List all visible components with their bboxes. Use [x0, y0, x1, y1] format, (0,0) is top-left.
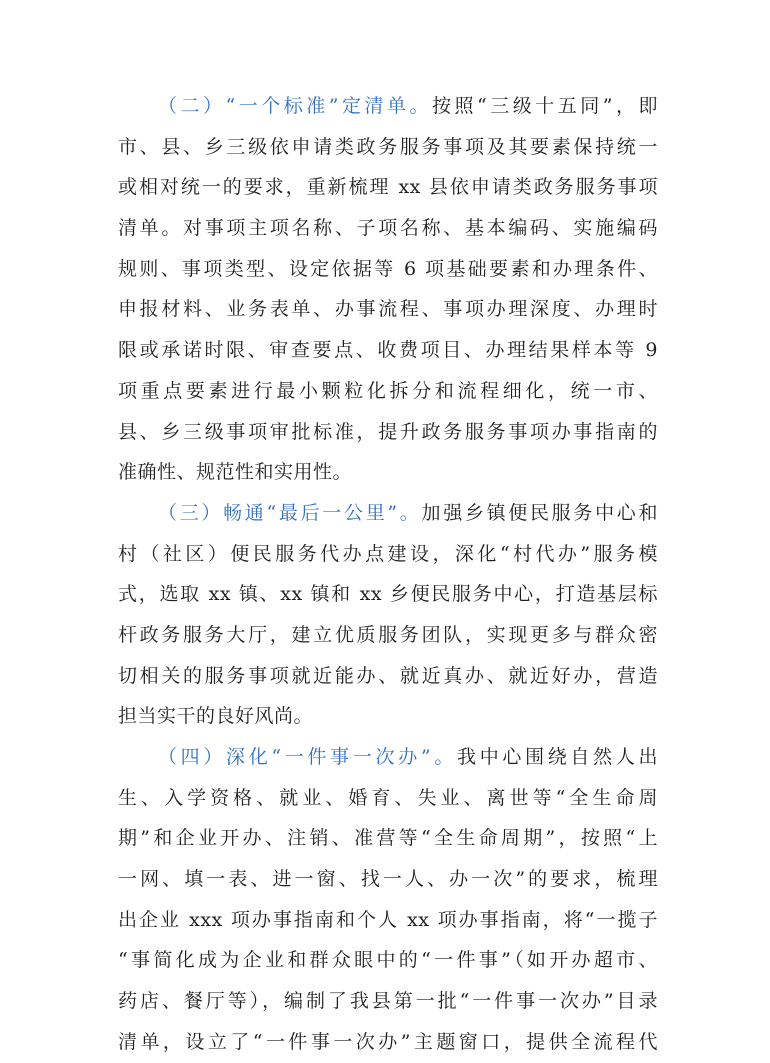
section-heading: （三）畅通“最后一公里”。: [158, 501, 422, 524]
paragraph-line: “事简化成为企业和群众眼中的“一件事”（如开办超市、: [118, 949, 658, 972]
section-3-first-line: [118, 493, 658, 534]
paragraph-line: 县、乡三级事项审批标准，提升政务服务事项办事指南的: [118, 420, 658, 443]
paragraph-line: 药店、餐厅等），编制了我县第一批“一件事一次办”目录: [118, 990, 658, 1013]
paragraph-text: 我中心围绕自然人出: [457, 746, 658, 768]
paragraph-line: 或相对统一的要求，重新梳理 xx 县依申请类政务服务事项: [118, 176, 658, 199]
paragraph-text: 按照“三级十五同”，即: [432, 95, 658, 117]
paragraph-line: 规则、事项类型、设定依据等 6 项基础要素和办理条件、: [118, 257, 658, 280]
document-body: [118, 86, 658, 1063]
paragraph-text: 加强乡镇便民服务中心和: [421, 501, 658, 524]
paragraph-line: 生、入学资格、就业、婚育、失业、离世等“全生命周: [118, 786, 658, 809]
paragraph-line: 出企业 xxx 项办事指南和个人 xx 项办事指南，将“一揽子: [118, 908, 658, 931]
paragraph-line: 期”和企业开办、注销、准营等“全生命周期”，按照“上: [118, 827, 658, 850]
section-heading: （二）“一个标准”定清单。: [158, 95, 432, 117]
paragraph-line: 一网、填一表、进一窗、找一人、办一次”的要求，梳理: [118, 868, 658, 891]
paragraph-line: 担当实干的良好风尚。: [118, 705, 314, 728]
paragraph-line: 式，选取 xx 镇、xx 镇和 xx 乡便民服务中心，打造基层标: [118, 583, 658, 606]
paragraph-line: 杆政务服务大厅，建立优质服务团队，实现更多与群众密: [118, 623, 658, 646]
paragraph-line: 准确性、规范性和实用性。: [118, 461, 353, 484]
section-2-first-line: [118, 86, 658, 127]
paragraph-line: 市、县、乡三级依申请类政务服务事项及其要素保持统一: [118, 135, 658, 158]
section-4-first-line: [118, 737, 658, 778]
section-heading: （四）深化“一件事一次办”。: [158, 746, 458, 768]
paragraph-line: 项重点要素进行最小颗粒化拆分和流程细化，统一市、: [118, 379, 658, 402]
paragraph-line: 申报材料、业务表单、办事流程、事项办理深度、办理时: [118, 298, 658, 321]
paragraph-line: 村（社区）便民服务代办点建设，深化“村代办”服务模: [118, 542, 658, 565]
paragraph-line: 切相关的服务事项就近能办、就近真办、就近好办，营造: [118, 664, 658, 687]
paragraph-line: 限或承诺时限、审查要点、收费项目、办理结果样本等 9: [118, 339, 658, 362]
paragraph-line: 清单，设立了“一件事一次办”主题窗口，提供全流程代: [118, 1030, 658, 1053]
paragraph-line: 清单。对事项主项名称、子项名称、基本编码、实施编码: [118, 217, 658, 240]
